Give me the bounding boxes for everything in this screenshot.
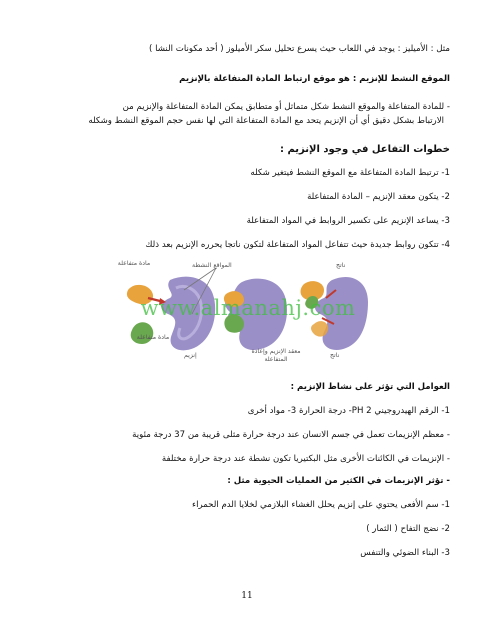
label-enzyme: إنزيم — [184, 352, 197, 359]
label-reactant-top: مادة متفاعلة — [117, 260, 151, 267]
label-complex: معقد الإنزيم وإعادة المتفاعلة — [251, 348, 301, 363]
step-1: 1- ترتبط المادة المتفاعلة مع الموقع النشط فيتغير شكله — [250, 168, 450, 178]
process-2: 2- نضج التفاح ( الثمار ) — [366, 524, 450, 534]
product-shape — [311, 321, 328, 337]
label-reactant-bottom: مادة متفاعلة — [136, 334, 170, 341]
factor-temp-2: - الإنزيمات في الكائنات الأخرى مثل البكتيريا تكون نشطة عند درجة حرارة مختلفة — [161, 454, 450, 464]
page-number: 11 — [241, 591, 253, 601]
process-3: 3- البناء الضوئي والتنفس — [360, 548, 450, 558]
factors-list: 1- الرقم الهيدروجيني PH 2- درجة الحرارة 3- مواد أخرى — [247, 406, 450, 416]
steps-heading: خطوات التفاعل في وجود الإنزيم : — [279, 144, 450, 155]
process-1: 1- سم الأفعى يحتوي على إنزيم يحلل الغشاء البلازمي لخلايا الدم الحمراء — [192, 500, 450, 510]
watermark: www.almanahj.com — [140, 296, 356, 320]
active-site-desc-2: الارتباط بشكل دقيق أي أن الإنزيم يتحد مع المادة المتفاعلة التي لها نفس حجم الموقع النشط وشكله — [88, 116, 444, 126]
factor-temp-1: - معظم الإنزيمات تعمل في جسم الانسان عند درجة حرارة مثلى قريبة من 37 درجة مئوية — [132, 430, 450, 440]
processes-heading: - تؤثر الإنزيمات في الكثير من العمليات الحيوية مثل : — [227, 476, 450, 486]
active-site-desc-1: - للمادة المتفاعلة والموقع النشط شكل متماثل أو متطابق يمكن المادة المتفاعلة والإنزيم من — [122, 102, 450, 112]
example-line: مثل : الأميليز : يوجد في اللعاب حيث يسرع تحليل سكر الأميلوز ( أحد مكونات النشا ) — [149, 44, 450, 54]
factors-heading: العوامل التي تؤثر على نشاط الإنزيم : — [290, 382, 450, 392]
label-product-bottom: ناتج — [330, 352, 340, 359]
label-product-top: ناتج — [336, 262, 346, 269]
label-active-sites: المواقع النشطة — [192, 262, 232, 269]
active-site-title: الموقع النشط للإنزيم : هو موقع ارتباط المادة المتفاعلة بالإنزيم — [179, 74, 450, 84]
step-2: 2- يتكون معقد الإنزيم – المادة المتفاعلة — [307, 192, 450, 202]
step-3: 3- يساعد الإنزيم على تكسير الروابط في المواد المتفاعلة — [246, 216, 450, 226]
step-4: 4- تتكون روابط جديدة حيث تتفاعل المواد المتفاعلة لتكون ناتجا يحرره الإنزيم بعد ذلك — [145, 240, 450, 250]
